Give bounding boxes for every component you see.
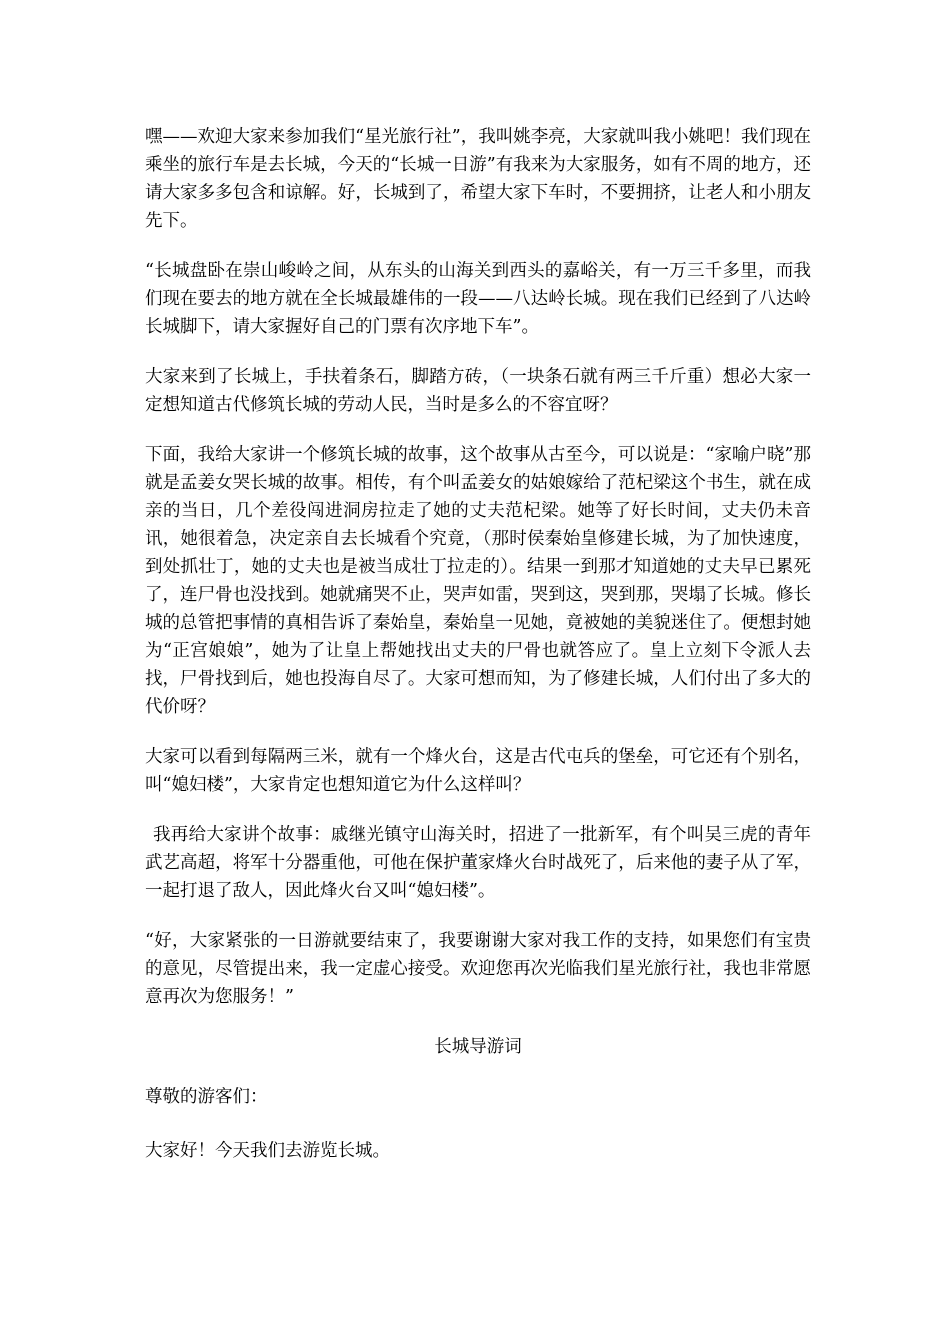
document-page [145,123,811,1187]
paragraph-meng-jiangnu-story: 下面，我给大家讲一个修筑长城的故事，这个故事从古至今，可以说是：“家喻户晓”那就是孟姜女哭长城的故事。相传，有个叫孟姜女的姑娘嫁给了范杞梁这个书生，就在成亲的当日，几个差役闯进洞房拉走了她的丈夫范杞梁。她等了好长时间，丈夫仍未音讯，她很着急，决定亲自去长城看个究竟，（那时侯秦始皇修建长城，为了加快速度，到处抓壮丁，她的丈夫也是被当成壮丁拉走的）。结果一到那才知道她的丈夫早已累死了，连尸骨也没找到。她就痛哭不止，哭声如雷，哭到这，哭到那，哭塌了长城。修长城的总管把事情的真相告诉了秦始皇，秦始皇一见她，竟被她的美貌迷住了。便想封她为“正宫娘娘”，她为了让皇上帮她找出丈夫的尸骨也就答应了。皇上立刻下令派人去找，尸骨找到后，她也投海自尽了。大家可想而知，为了修建长城，人们付出了多大的代价呀？ [145,445,811,717]
paragraph-great-wall-overview: “长城盘卧在崇山峻岭之间，从东头的山海关到西头的嘉峪关，有一万三千多里，而我们现在要去的地方就在全长城最雄伟的一段——八达岭长城。现在我们已经到了八达岭长城脚下，请大家握好自己的门票有次序地下车”。 [145,261,811,337]
paragraph-intro: 嘿——欢迎大家来参加我们“星光旅行社”，我叫姚李亮，大家就叫我小姚吧！我们现在乘坐的旅行车是去长城，今天的“长城一日游”有我来为大家服务，如有不周的地方，还请大家多多包含和谅解。好，长城到了，希望大家下车时，不要拥挤，让老人和小朋友先下。 [145,127,811,231]
paragraph-beacon-tower: 大家可以看到每隔两三米，就有一个烽火台，这是古代屯兵的堡垒，可它还有个别名，叫“媳妇楼”，大家肯定也想知道它为什么这样叫？ [145,747,811,795]
paragraph-farewell: “好，大家紧张的一日游就要结束了，我要谢谢大家对我工作的支持，如果您们有宝贵的意见，尽管提出来，我一定虚心接受。欢迎您再次光临我们星光旅行社，我也非常愿意再次为您服务！” [145,931,811,1007]
section-title: 长城导游词 [434,1037,522,1057]
paragraph-on-the-wall: 大家来到了长城上，手扶着条石，脚踏方砖，（一块条石就有两三千斤重）想必大家一定想知道古代修筑长城的劳动人民，当时是多么的不容宜呀？ [145,367,811,415]
paragraph-wife-tower-story: 我再给大家讲个故事：戚继光镇守山海关时，招进了一批新军，有个叫吴三虎的青年武艺高超，将军十分器重他，可他在保护董家烽火台时战死了，后来他的妻子从了军，一起打退了敌人，因此烽火台又叫“媳妇楼”。 [145,825,811,901]
salutation: 尊敬的游客们： [145,1087,268,1107]
greeting: 大家好！今天我们去游览长城。 [145,1141,390,1161]
